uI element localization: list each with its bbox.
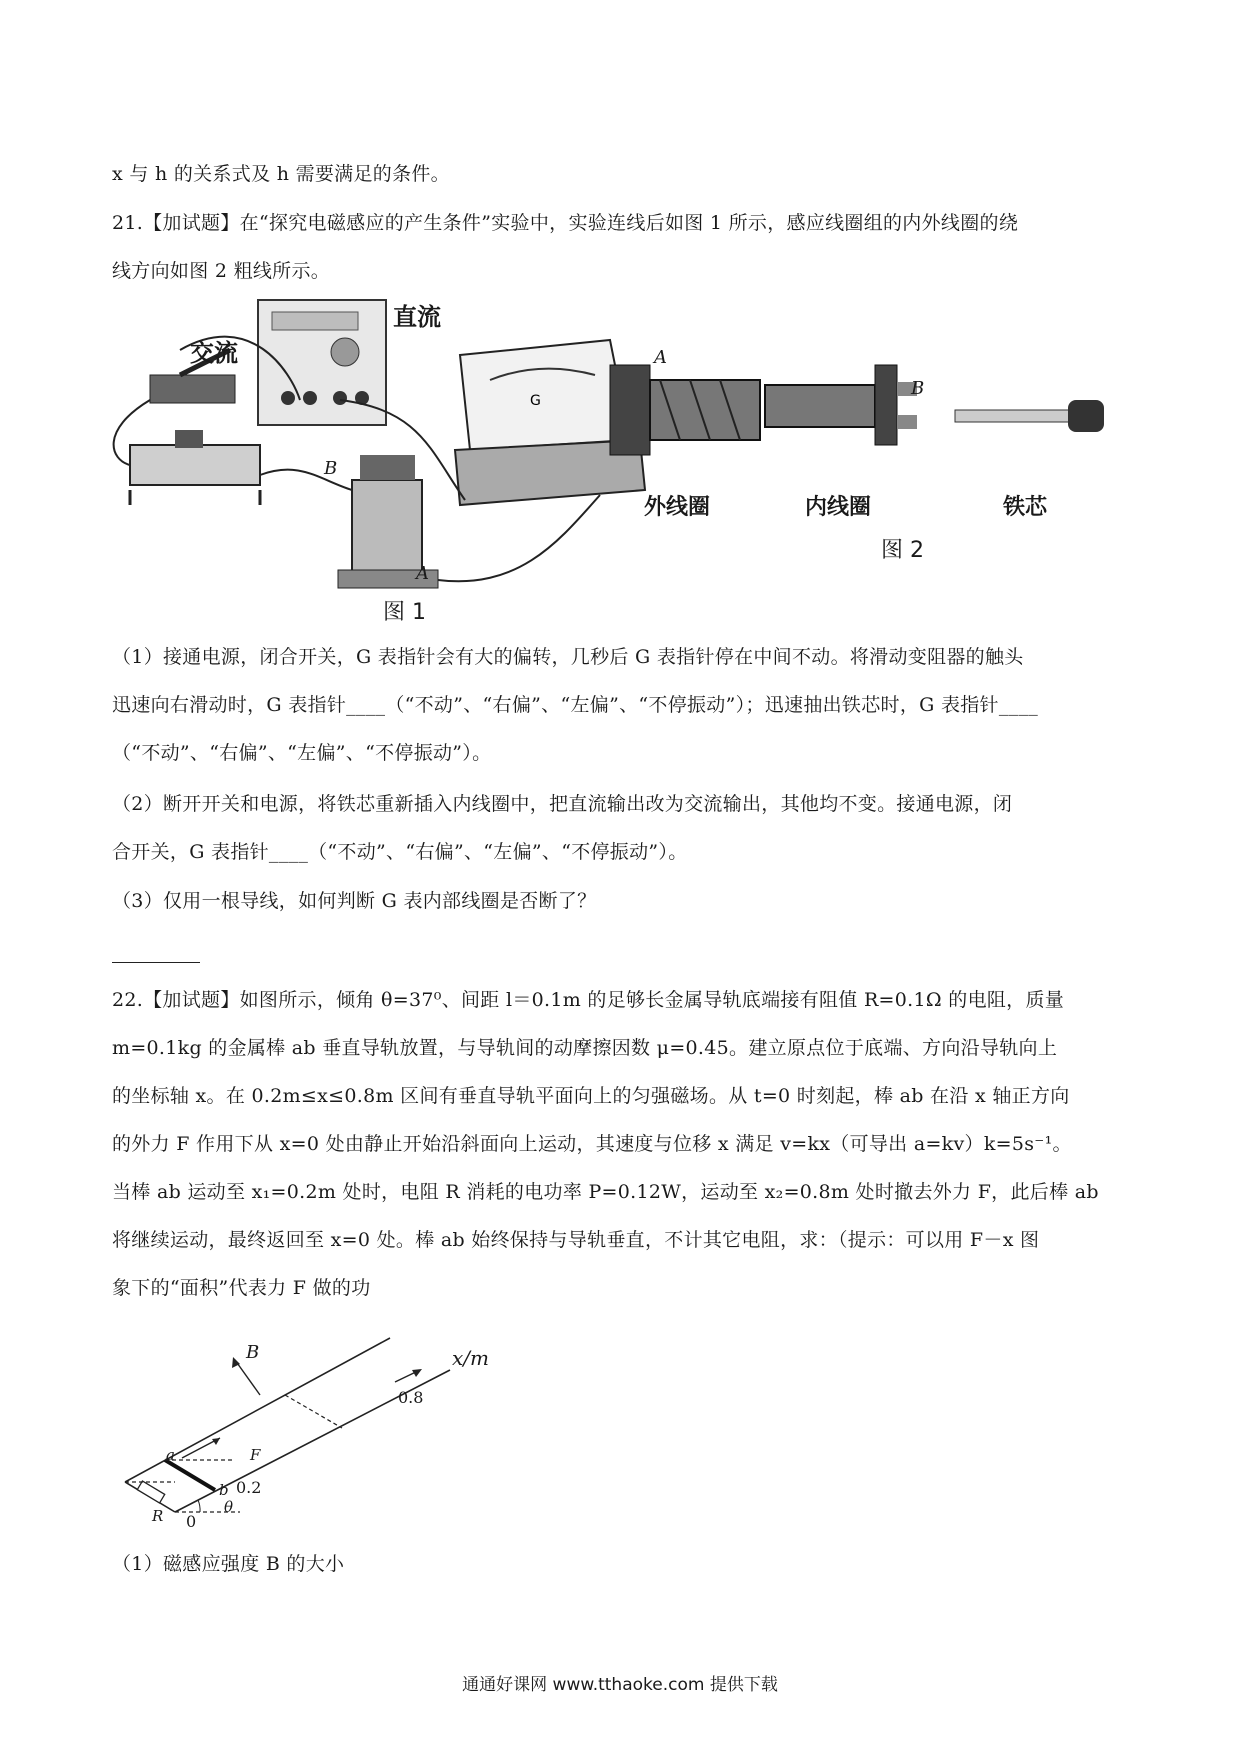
- label-b-fig1: B: [324, 458, 338, 479]
- label-a-fig1: A: [416, 563, 429, 584]
- page-footer: 通通好课网 www.tthaoke.com 提供下载: [462, 1675, 778, 1695]
- label-a-fig2: A: [654, 347, 667, 368]
- q21-sub1-line-1: （1）接通电源，闭合开关，G 表指针会有大的偏转，几秒后 G 表指针停在中间不动。将滑动变阻器的触头: [112, 646, 1024, 668]
- label-R-resistor: R: [152, 1507, 164, 1525]
- q21-line-2: 线方向如图 2 粗线所示。: [112, 260, 331, 282]
- label-theta: θ: [224, 1498, 234, 1516]
- q21-sub1-line-2: 迅速向右滑动时，G 表指针____（“不动”、“右偏”、“左偏”、“不停振动”）；迅速抽出铁芯时，G 表指针____: [112, 694, 1039, 716]
- label-outer-coil: 外线圈: [644, 495, 711, 520]
- label-a-rod: a: [166, 1446, 175, 1464]
- inner-coil: [765, 385, 875, 427]
- rheostat: [130, 445, 260, 485]
- q21-sub2-line-1: （2）断开开关和电源，将铁芯重新插入内线圈中，把直流输出改为交流输出，其他均不变。接通电源，闭: [112, 793, 1013, 815]
- caption-fig2: 图 2: [881, 538, 924, 563]
- label-b-rod: b: [219, 1481, 229, 1499]
- question-22-stem: [112, 976, 1132, 1312]
- q22-line-3: 的坐标轴 x。在 0.2m≤x≤0.8m 区间有垂直导轨平面向上的匀强磁场。从 t=0 时刻起，棒 ab 在沿 x 轴正方向: [112, 1085, 1070, 1107]
- q21-sub3: [112, 877, 1132, 925]
- label-dc: 直流: [393, 303, 441, 331]
- caption-fig1: 图 1: [383, 600, 426, 625]
- q22-line-6: 将继续运动，最终返回至 x=0 处。棒 ab 始终保持与导轨垂直，不计其它电阻，求：（提示：可以用 F－x 图: [112, 1229, 1040, 1251]
- meter-g-label: G: [530, 393, 541, 409]
- question-21-stem: [112, 199, 1132, 295]
- q21-sub2-line-2: 合开关，G 表指针____（“不动”、“右偏”、“左偏”、“不停振动”）。: [112, 841, 688, 863]
- q21-sub2: [112, 780, 1132, 876]
- label-0-2: 0.2: [236, 1478, 262, 1497]
- q22-line-5: 当棒 ab 运动至 x₁=0.2m 处时，电阻 R 消耗的电功率 P=0.12W，运动至 x₂=0.8m 处时撤去外力 F，此后棒 ab: [112, 1181, 1099, 1203]
- iron-core: [955, 410, 1070, 422]
- outer-coil: [610, 365, 650, 455]
- label-b-fig2: B: [911, 378, 925, 399]
- label-B-field: B: [246, 1342, 260, 1363]
- intro-line: [112, 150, 1132, 198]
- label-0-8: 0.8: [398, 1388, 424, 1407]
- knife-switch: [150, 375, 235, 403]
- separator-rule: [112, 962, 200, 963]
- label-F-force: F: [250, 1446, 261, 1464]
- q21-line-1: 21.【加试题】在“探究电磁感应的产生条件”实验中，实验连线后如图 1 所示，感应线圈组的内外线圈的绕: [112, 212, 1019, 234]
- q22-line-7: 象下的“面积”代表力 F 做的功: [112, 1277, 371, 1299]
- intro-text: x 与 h 的关系式及 h 需要满足的条件。: [112, 163, 450, 185]
- q21-sub3-line: （3）仅用一根导线，如何判断 G 表内部线圈是否断了？: [112, 890, 597, 912]
- q22-sub1: [112, 1540, 1132, 1588]
- label-origin: 0: [186, 1512, 197, 1531]
- label-ac: 交流: [190, 339, 238, 367]
- q21-sub1-line-3: （“不动”、“右偏”、“左偏”、“不停振动”）。: [112, 742, 492, 764]
- q22-sub1-line: （1）磁感应强度 B 的大小: [112, 1553, 345, 1575]
- label-x-axis: x/m: [452, 1346, 489, 1370]
- coil-group: [352, 480, 422, 580]
- q22-line-4: 的外力 F 作用下从 x=0 处由静止开始沿斜面向上运动，其速度与位移 x 满足 v=kx（可导出 a=kv）k=5s⁻¹。: [112, 1133, 1072, 1155]
- q21-sub1: [112, 633, 1132, 777]
- figure-1-apparatus: [0, 290, 1240, 630]
- q22-line-2: m=0.1kg 的金属棒 ab 垂直导轨放置，与导轨间的动摩擦因数 μ=0.45。建立原点位于底端、方向沿导轨向上: [112, 1037, 1058, 1059]
- q22-line-1: 22.【加试题】如图所示，倾角 θ=37⁰、间距 l＝0.1m 的足够长金属导轨底端接有阻值 R=0.1Ω 的电阻，质量: [112, 989, 1065, 1011]
- label-inner-coil: 内线圈: [805, 495, 872, 520]
- label-iron-core: 铁芯: [1003, 495, 1048, 520]
- galvanometer: [460, 340, 630, 450]
